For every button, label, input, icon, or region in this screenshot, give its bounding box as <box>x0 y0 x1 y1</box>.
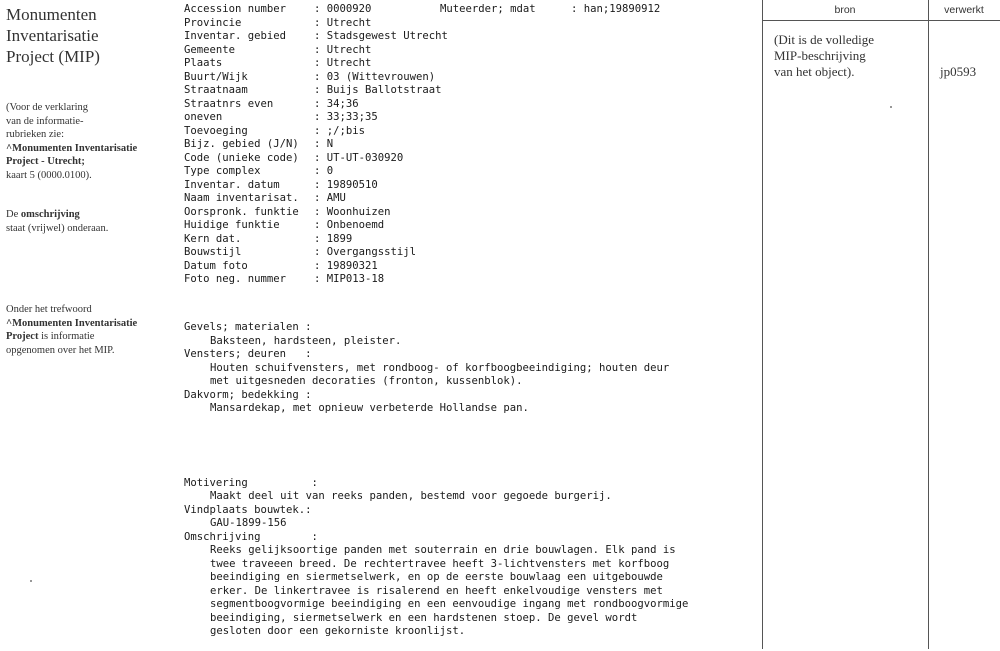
section-text-line: beeindiging en siermetselwerk, en op de eerste bouwlaag een uitgebouwde <box>210 571 663 583</box>
field-row <box>184 44 448 58</box>
field-label: Oorspronk. funktie <box>184 205 299 218</box>
field-label: Toevoeging <box>184 124 248 137</box>
field-row <box>184 84 448 98</box>
section-text-line: beeindiging, siermetselwerk en een hardstenen stoep. De gevel wordt <box>210 611 638 624</box>
field-label: Inventar. datum <box>184 178 280 191</box>
bron-line: van het object). <box>774 64 855 79</box>
field-value: : 19890321 <box>314 259 378 272</box>
note-line: rubrieken zie: <box>6 129 65 140</box>
note-reference-bold: Project - Utrecht; <box>6 156 85 167</box>
section-heading: Vindplaats bouwtek.: <box>184 503 312 516</box>
section-text-line: Maakt deel uit van reeks panden, bestemd voor gegoede burgerij. <box>210 490 612 502</box>
field-label: Bijz. gebied (J/N) <box>184 138 299 150</box>
muteerder-value: : han;19890912 <box>571 3 661 15</box>
scan-speck <box>30 580 32 582</box>
column-header-verwerkt: verwerkt <box>944 4 984 16</box>
field-row <box>184 152 448 166</box>
sidebar <box>6 4 171 67</box>
field-value: : Stadsgewest Utrecht <box>314 30 448 42</box>
field-label: oneven <box>184 111 223 123</box>
field-label: Buurt/Wijk <box>184 70 248 83</box>
sidebar-title-line-3: Project (MIP) <box>6 47 100 66</box>
note-line: staat (vrijwel) onderaan. <box>6 222 109 234</box>
section-group-description <box>184 477 744 639</box>
field-row <box>184 233 448 247</box>
field-label: Accession number <box>184 3 287 15</box>
field-label: Bouwstijl <box>184 246 242 258</box>
verwerkt-code: jp0593 <box>940 64 977 79</box>
column-header-bron: bron <box>834 4 856 16</box>
field-label: Provincie <box>184 16 242 29</box>
field-row <box>184 138 448 152</box>
note-line: kaart 5 (0000.0100). <box>6 169 92 181</box>
record-body <box>184 297 744 651</box>
field-label: Kern dat. <box>184 232 242 245</box>
field-value: : 1899 <box>314 232 353 245</box>
field-label: Code (unieke code) <box>184 151 299 164</box>
column-divider <box>928 0 929 649</box>
section-heading: Gevels; materialen : <box>184 321 312 333</box>
sidebar-title-line-1: Monumenten <box>6 5 97 24</box>
section-text-line: Baksteen, hardsteen, pleister. <box>210 334 402 347</box>
record-fields <box>184 3 448 287</box>
field-row <box>184 17 448 31</box>
field-label: Datum foto <box>184 259 248 272</box>
section-heading: Motivering : <box>184 476 318 489</box>
field-label: Plaats <box>184 57 223 69</box>
field-value: : ;/;bis <box>314 124 366 137</box>
note-line: (Voor de verklaring <box>6 102 89 113</box>
field-value: : MIP013-18 <box>314 273 385 285</box>
sidebar-note-keyword <box>6 303 176 357</box>
field-label: Inventar. gebied <box>184 30 287 42</box>
field-label: Straatnrs even <box>184 97 274 110</box>
section-heading: Vensters; deuren : <box>184 348 312 360</box>
field-value: : Utrecht <box>314 57 372 69</box>
field-row <box>184 3 448 17</box>
section-group-materials <box>184 321 744 416</box>
section-text-line: twee traveeen breed. De rechtertravee heeft 3-lichtvensters met korfboog <box>210 557 670 570</box>
note-text: De <box>6 209 21 220</box>
section-text-line: Houten schuifvensters, met rondboog- of korfboogbeeindiging; houten deur <box>210 361 670 374</box>
muteerder-label: Muteerder; mdat <box>440 3 536 15</box>
field-row <box>184 246 448 260</box>
note-bold: ^Monumenten Inventarisatie <box>6 317 138 329</box>
field-row <box>184 206 448 220</box>
field-value: : N <box>314 138 334 150</box>
field-row <box>184 71 448 85</box>
field-row <box>184 111 448 125</box>
field-label: Naam inventarisat. <box>184 192 299 204</box>
sidebar-note-legend <box>6 101 176 182</box>
note-text: is informatie <box>38 331 95 342</box>
field-row <box>184 179 448 193</box>
section-heading: Dakvorm; bedekking : <box>184 388 312 401</box>
field-value: : Utrecht <box>314 43 372 56</box>
note-line: opgenomen over het MIP. <box>6 344 115 356</box>
column-divider <box>762 0 763 649</box>
sidebar-title-line-2: Inventarisatie <box>6 26 99 45</box>
section-text-line: erker. De linkertravee is risalerend en heeft enkelvoudige vensters met <box>210 584 663 597</box>
note-bold: Project <box>6 331 39 342</box>
field-row <box>184 219 448 233</box>
field-row <box>184 98 448 112</box>
field-value: : Overgangsstijl <box>314 246 417 258</box>
field-value: : Buijs Ballotstraat <box>314 84 442 96</box>
field-value: : 33;33;35 <box>314 111 378 123</box>
field-value: : 0000920 <box>314 3 372 15</box>
section-text-line: met uitgesneden decoraties (fronton, kussenblok). <box>210 375 523 387</box>
field-value: : UT-UT-030920 <box>314 151 404 164</box>
note-bold: omschrijving <box>20 209 80 220</box>
field-value: : 0 <box>314 165 334 177</box>
field-value: : 19890510 <box>314 178 378 191</box>
column-header-divider <box>762 20 1000 21</box>
section-text-line: gesloten door een gekorniste kroonlijst. <box>210 625 466 637</box>
field-value: : Woonhuizen <box>314 205 391 218</box>
note-line: van de informatie- <box>6 115 84 127</box>
note-line: Onder het trefwoord <box>6 304 92 315</box>
section-text-line: Reeks gelijksoortige panden met souterrain en drie bouwlagen. Elk pand is <box>210 544 676 556</box>
field-label: Huidige funktie <box>184 219 280 231</box>
sidebar-note-description <box>6 208 176 235</box>
section-heading: Omschrijving : <box>184 530 318 543</box>
section-text-line: Mansardekap, met opnieuw verbeterde Hollandse pan. <box>210 402 529 414</box>
field-row <box>184 273 448 287</box>
section-text-line: segmentboogvormige beeindiging en een eenvoudige ingang met rondboogvormige <box>210 598 689 610</box>
field-value: : AMU <box>314 192 346 204</box>
field-row <box>184 192 448 206</box>
section-text-line: GAU-1899-156 <box>210 517 287 529</box>
field-value: : 03 (Wittevrouwen) <box>314 70 436 83</box>
field-value: : Onbenoemd <box>314 219 385 231</box>
bron-line: (Dit is de volledige <box>774 32 875 47</box>
field-row <box>184 165 448 179</box>
bron-line: MIP-beschrijving <box>774 48 866 63</box>
field-label: Type complex <box>184 165 261 177</box>
field-value: : 34;36 <box>314 97 359 110</box>
field-label: Straatnaam <box>184 84 248 96</box>
scan-speck <box>890 106 892 108</box>
field-row <box>184 125 448 139</box>
bron-note <box>774 32 924 80</box>
note-reference-bold: ^Monumenten Inventarisatie <box>6 142 138 154</box>
field-value: : Utrecht <box>314 16 372 29</box>
field-row <box>184 57 448 71</box>
field-row <box>184 30 448 44</box>
field-row <box>184 260 448 274</box>
field-label: Foto neg. nummer <box>184 273 287 285</box>
field-label: Gemeente <box>184 43 236 56</box>
